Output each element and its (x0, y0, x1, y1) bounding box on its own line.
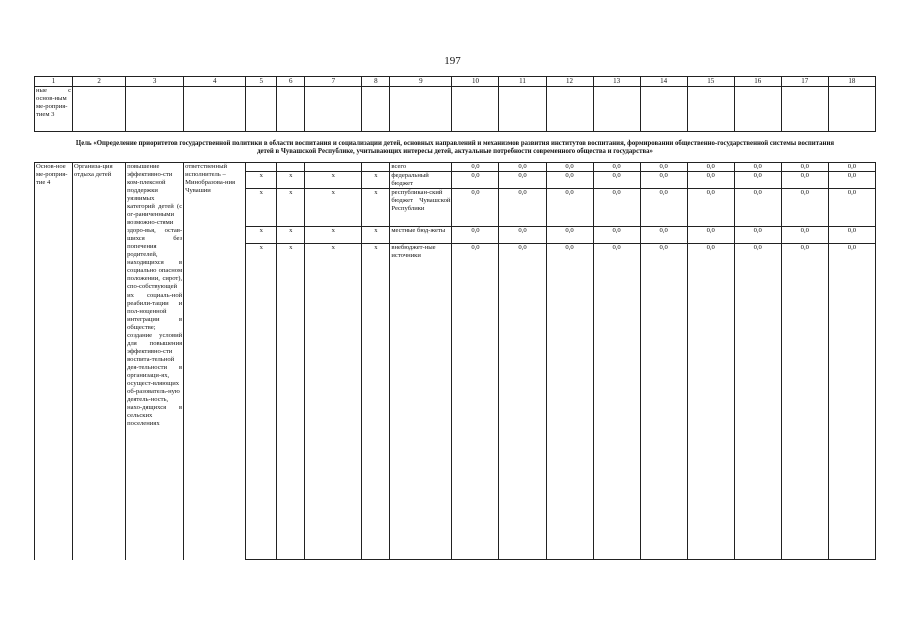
amount-cell: 0,0 (546, 172, 593, 189)
funding-source-cell: республикан-ский бюджет Чувашской Республики (390, 189, 452, 227)
header-cell: 15 (687, 77, 734, 87)
prev-activity-cell: ные с основ-ным ме-роприя-тием 3 (35, 87, 73, 132)
amount-cell: 0,0 (593, 227, 640, 244)
amount-cell: 0,0 (640, 172, 687, 189)
funding-source-cell: всего (390, 163, 452, 172)
amount-cell: 0,0 (499, 227, 546, 244)
header-cell: 17 (781, 77, 828, 87)
amount-cell: 0,0 (640, 227, 687, 244)
code-cell: х (277, 227, 305, 244)
amount-cell: 0,0 (687, 163, 734, 172)
code-cell: х (305, 227, 362, 244)
code-cell: х (246, 227, 277, 244)
header-row (35, 77, 876, 87)
amount-cell: 0,0 (452, 172, 499, 189)
amount-cell: 0,0 (781, 163, 828, 172)
amount-cell: 0,0 (499, 163, 546, 172)
header-cell: 3 (126, 77, 184, 87)
amount-cell: 0,0 (734, 172, 781, 189)
amount-cell: 0,0 (593, 172, 640, 189)
header-cell: 9 (390, 77, 452, 87)
funding-source-cell: местные бюд-жеты (390, 227, 452, 244)
header-cell: 7 (305, 77, 362, 87)
amount-cell: 0,0 (687, 227, 734, 244)
code-cell: х (362, 227, 390, 244)
header-cell: 8 (362, 77, 390, 87)
header-cell: 12 (546, 77, 593, 87)
code-cell: х (362, 189, 390, 227)
amount-cell: 0,0 (828, 172, 875, 189)
goal-text: Цель «Определение приоритетов государственной политики в области воспитания и социализации детей, основных направлений и механизмов развития институтов воспитания, формировании общественно-государственной системы воспитания детей в Чувашской Республике, учитывающих интересы детей, актуальные потребности современного общества и государства» (75, 140, 835, 156)
code-cell: х (277, 172, 305, 189)
amount-cell: 0,0 (828, 189, 875, 227)
header-cell: 16 (734, 77, 781, 87)
amount-cell: 0,0 (546, 189, 593, 227)
header-cell: 11 (499, 77, 546, 87)
amount-cell: 0,0 (781, 244, 828, 560)
amount-cell: 0,0 (640, 189, 687, 227)
code-cell: х (362, 172, 390, 189)
amount-cell: 0,0 (546, 227, 593, 244)
amount-cell: 0,0 (499, 189, 546, 227)
funding-source-cell: федеральный бюджет (390, 172, 452, 189)
amount-cell: 0,0 (593, 163, 640, 172)
code-cell (246, 163, 277, 172)
amount-cell: 0,0 (734, 163, 781, 172)
amount-cell: 0,0 (734, 244, 781, 560)
amount-cell: 0,0 (593, 189, 640, 227)
amount-cell: 0,0 (781, 227, 828, 244)
code-cell (277, 163, 305, 172)
budget-table (34, 76, 876, 560)
header-cell: 6 (277, 77, 305, 87)
code-cell: х (246, 244, 277, 560)
amount-cell: 0,0 (546, 163, 593, 172)
amount-cell: 0,0 (734, 227, 781, 244)
header-cell: 13 (593, 77, 640, 87)
amount-cell: 0,0 (828, 163, 875, 172)
header-cell: 2 (73, 77, 126, 87)
amount-cell: 0,0 (687, 189, 734, 227)
code-cell: х (305, 172, 362, 189)
activity-executor-cell: ответственный исполнитель – Минобразова-ния Чувашии (184, 163, 246, 560)
amount-cell: 0,0 (781, 189, 828, 227)
header-cell: 5 (246, 77, 277, 87)
funding-source-cell: внебюджет-ные источники (390, 244, 452, 560)
funding-row (35, 163, 876, 172)
amount-cell: 0,0 (452, 163, 499, 172)
code-cell: х (305, 244, 362, 560)
code-cell: х (277, 244, 305, 560)
amount-cell: 0,0 (546, 244, 593, 560)
code-cell (305, 163, 362, 172)
header-cell: 4 (184, 77, 246, 87)
amount-cell: 0,0 (781, 172, 828, 189)
amount-cell: 0,0 (499, 172, 546, 189)
code-cell: х (277, 189, 305, 227)
continued-row (35, 87, 876, 132)
goal-row (35, 132, 876, 163)
code-cell: х (305, 189, 362, 227)
amount-cell: 0,0 (734, 189, 781, 227)
code-cell (362, 163, 390, 172)
amount-cell: 0,0 (452, 227, 499, 244)
header-cell: 10 (452, 77, 499, 87)
activity-name-cell: Основ-ное ме-роприя-тие 4 (35, 163, 73, 560)
amount-cell: 0,0 (452, 244, 499, 560)
header-cell: 14 (640, 77, 687, 87)
header-cell: 18 (828, 77, 875, 87)
amount-cell: 0,0 (687, 172, 734, 189)
code-cell: х (246, 189, 277, 227)
amount-cell: 0,0 (687, 244, 734, 560)
amount-cell: 0,0 (640, 163, 687, 172)
amount-cell: 0,0 (640, 244, 687, 560)
code-cell: х (362, 244, 390, 560)
activity-title-cell: Организа-ция отдыха детей (73, 163, 126, 560)
activity-goal-cell: повышение эффективно-сти ком-плексной поддержки уязвимых категорий детей (с ог-раниченными возможно-стями здоро-вья, остав-шихся без попечения родителей, находящихся в социально опасном положении, сирот), спо-собствующей их социаль-ной реабили-тации и пол-ноценной интеграции в обществе; создание условий для повышения эффективно-сти воспита-тельной дея-тельности в организаци-ях, осущест-вляющих об-разователь-ную деятель-ность, нахо-дящихся в сельских поселениях (126, 163, 184, 560)
code-cell: х (246, 172, 277, 189)
amount-cell: 0,0 (828, 227, 875, 244)
amount-cell: 0,0 (452, 189, 499, 227)
page-number: 197 (444, 55, 461, 67)
amount-cell: 0,0 (828, 244, 875, 560)
amount-cell: 0,0 (593, 244, 640, 560)
amount-cell: 0,0 (499, 244, 546, 560)
header-cell: 1 (35, 77, 73, 87)
